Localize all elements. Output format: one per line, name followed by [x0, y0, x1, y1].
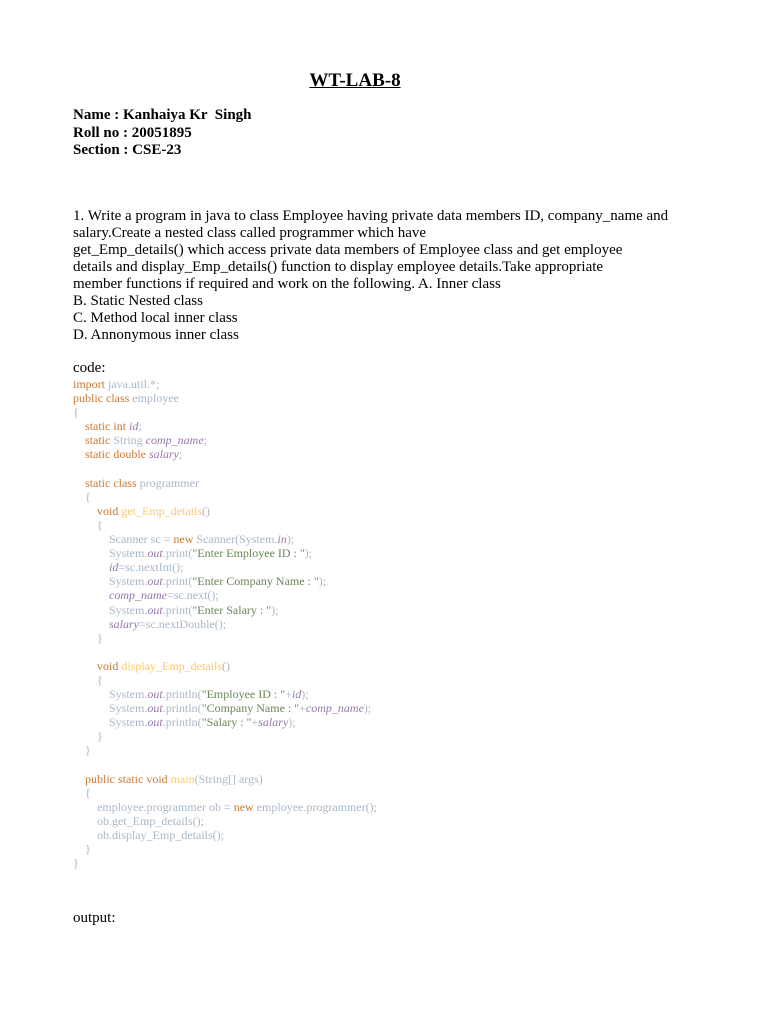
code-token: ;	[203, 433, 207, 448]
code-token: ;	[178, 447, 183, 462]
code-token: Scanner sc =	[73, 532, 174, 547]
code-token: out	[147, 715, 163, 730]
code-token: void	[97, 503, 122, 518]
code-token: main	[170, 771, 195, 786]
code-line	[73, 673, 377, 687]
code-token	[73, 588, 109, 602]
code-line	[73, 447, 377, 461]
code-token: ()	[222, 658, 230, 673]
question-line: D. Annonymous inner class	[73, 327, 239, 343]
code-blank-line	[73, 462, 377, 476]
code-token	[73, 560, 109, 574]
code-line	[73, 476, 377, 490]
code-line	[73, 842, 377, 856]
code-token: }	[73, 842, 91, 857]
code-blank-line	[73, 645, 377, 659]
code-token: .println(	[162, 687, 202, 702]
code-token: comp_name	[145, 433, 204, 448]
code-token: out	[147, 687, 163, 702]
code-line	[73, 588, 377, 602]
code-token: +	[285, 687, 292, 702]
code-line	[73, 659, 377, 673]
code-token: System.	[73, 574, 148, 589]
code-token: }	[73, 743, 91, 758]
code-token: );	[318, 574, 327, 589]
code-token: =sc.next();	[166, 588, 219, 603]
code-token: comp_name	[305, 701, 364, 716]
code-token: get_Emp_details	[121, 503, 202, 518]
code-line	[73, 518, 377, 532]
code-token: static	[85, 433, 114, 448]
code-token: salary	[258, 715, 289, 730]
code-token: id	[291, 687, 302, 702]
code-token: "Enter Company Name : "	[192, 574, 319, 589]
code-line	[73, 701, 377, 715]
code-token: );	[271, 602, 279, 617]
code-token: programmer	[139, 475, 199, 490]
code-line	[73, 687, 377, 701]
code-token: display_Emp_details	[121, 658, 222, 673]
code-token: );	[304, 546, 313, 561]
code-token: out	[147, 602, 163, 617]
question-line: get_Emp_details() which access private data members of Employee class and get employee	[73, 242, 623, 258]
code-token	[73, 504, 97, 518]
code-token: employee.programmer ob =	[73, 799, 234, 814]
code-token: );	[301, 687, 309, 702]
code-token	[73, 447, 85, 461]
code-token: =sc.nextInt();	[118, 560, 184, 575]
code-token: public static void	[85, 771, 171, 786]
code-token: ;	[138, 419, 142, 434]
code-line	[73, 560, 377, 574]
code-token: "Enter Salary : "	[192, 602, 272, 617]
code-line	[73, 828, 377, 842]
question-line: member functions if required and work on the following. A. Inner class	[73, 276, 501, 292]
code-line	[73, 546, 377, 560]
code-line	[73, 800, 377, 814]
code-line	[73, 490, 377, 504]
code-token: out	[147, 546, 163, 561]
code-token: static double	[85, 447, 149, 462]
code-token: .print(	[162, 574, 193, 589]
code-token: out	[147, 701, 163, 716]
code-token: comp_name	[109, 588, 167, 603]
code-line	[73, 729, 377, 743]
code-line	[73, 405, 377, 419]
code-line	[73, 377, 377, 391]
code-token	[73, 419, 85, 433]
code-line	[73, 743, 377, 757]
code-token	[73, 433, 85, 447]
code-token: );	[288, 715, 296, 730]
code-line	[73, 617, 377, 631]
code-line	[73, 631, 377, 645]
code-line	[73, 603, 377, 617]
code-token: public class	[73, 391, 133, 406]
code-token: }	[73, 856, 79, 871]
code-token: System.	[73, 546, 148, 561]
code-line	[73, 856, 377, 870]
output-label: output:	[73, 910, 116, 926]
code-token: ()	[202, 503, 210, 518]
code-token: java.util.*;	[108, 377, 160, 391]
student-section: Section : CSE-23	[73, 142, 182, 158]
code-token: =sc.nextDouble();	[139, 616, 227, 631]
code-token: +	[251, 715, 259, 730]
code-line	[73, 786, 377, 800]
code-token: "Salary : "	[201, 715, 252, 730]
code-token: salary	[148, 447, 179, 462]
code-label: code:	[73, 360, 106, 376]
code-blank-line	[73, 758, 377, 772]
code-token: id	[109, 560, 119, 575]
code-token: ob.display_Emp_details();	[73, 828, 224, 842]
code-token: System.	[73, 687, 148, 702]
code-token: }	[73, 630, 103, 645]
code-line	[73, 419, 377, 433]
code-token: salary	[109, 616, 139, 631]
code-token	[73, 659, 97, 673]
code-line	[73, 574, 377, 588]
code-token: .println(	[162, 715, 202, 730]
code-token	[73, 617, 109, 631]
code-token: {	[73, 785, 91, 800]
question-line: C. Method local inner class	[73, 310, 238, 326]
code-token: employee	[132, 391, 179, 406]
code-token: );	[286, 532, 295, 547]
question-line: details and display_Emp_details() function to display employee details.Take appropriate	[73, 259, 604, 275]
code-token: System.	[73, 715, 148, 730]
code-token	[73, 772, 85, 786]
code-token: System.	[73, 602, 148, 617]
code-token: }	[73, 729, 103, 744]
code-token: "Company Name : "	[201, 701, 300, 716]
code-token: static int	[85, 419, 129, 434]
document-title: WT-LAB-8	[309, 70, 401, 91]
question-line: salary.Create a nested class called programmer which have	[73, 225, 427, 241]
student-info	[73, 107, 252, 160]
student-roll: Roll no : 20051895	[73, 124, 192, 141]
code-token: in	[277, 532, 287, 547]
code-token: ob.get_Emp_details();	[73, 813, 204, 828]
code-line	[73, 391, 377, 405]
question-text	[73, 208, 703, 344]
code-token	[73, 476, 85, 490]
code-line	[73, 532, 377, 546]
code-token: {	[73, 517, 103, 532]
code-token: );	[363, 701, 372, 716]
code-token: new	[233, 799, 257, 814]
code-token: .print(	[162, 546, 193, 561]
code-token: String	[113, 433, 146, 448]
student-name: Name : Kanhaiya Kr Singh	[73, 107, 252, 123]
code-token: void	[97, 658, 122, 673]
code-line	[73, 504, 377, 518]
code-line	[73, 772, 377, 786]
code-token: +	[299, 701, 306, 716]
code-token: System.	[73, 701, 148, 716]
code-token: employee.programmer();	[256, 799, 378, 814]
code-token: Scanner(System.	[196, 532, 278, 547]
code-token: id	[129, 419, 139, 434]
code-token: .println(	[162, 701, 202, 716]
code-token: import	[73, 377, 108, 391]
code-line	[73, 433, 377, 447]
code-token: static class	[85, 475, 140, 490]
code-token: {	[73, 405, 79, 420]
code-block	[73, 377, 377, 870]
code-token: "Employee ID : "	[201, 687, 286, 702]
code-token: (String[] args)	[194, 771, 263, 786]
code-token: out	[147, 574, 163, 589]
question-line: B. Static Nested class	[73, 293, 203, 309]
question-line: 1. Write a program in java to class Employee having private data members ID, company_name and	[73, 208, 669, 224]
code-token: {	[73, 489, 91, 504]
code-token: "Enter Employee ID : "	[192, 546, 305, 561]
code-line	[73, 715, 377, 729]
code-token: new	[173, 532, 197, 547]
code-token: .print(	[162, 602, 193, 617]
code-token: {	[73, 672, 103, 687]
code-line	[73, 814, 377, 828]
